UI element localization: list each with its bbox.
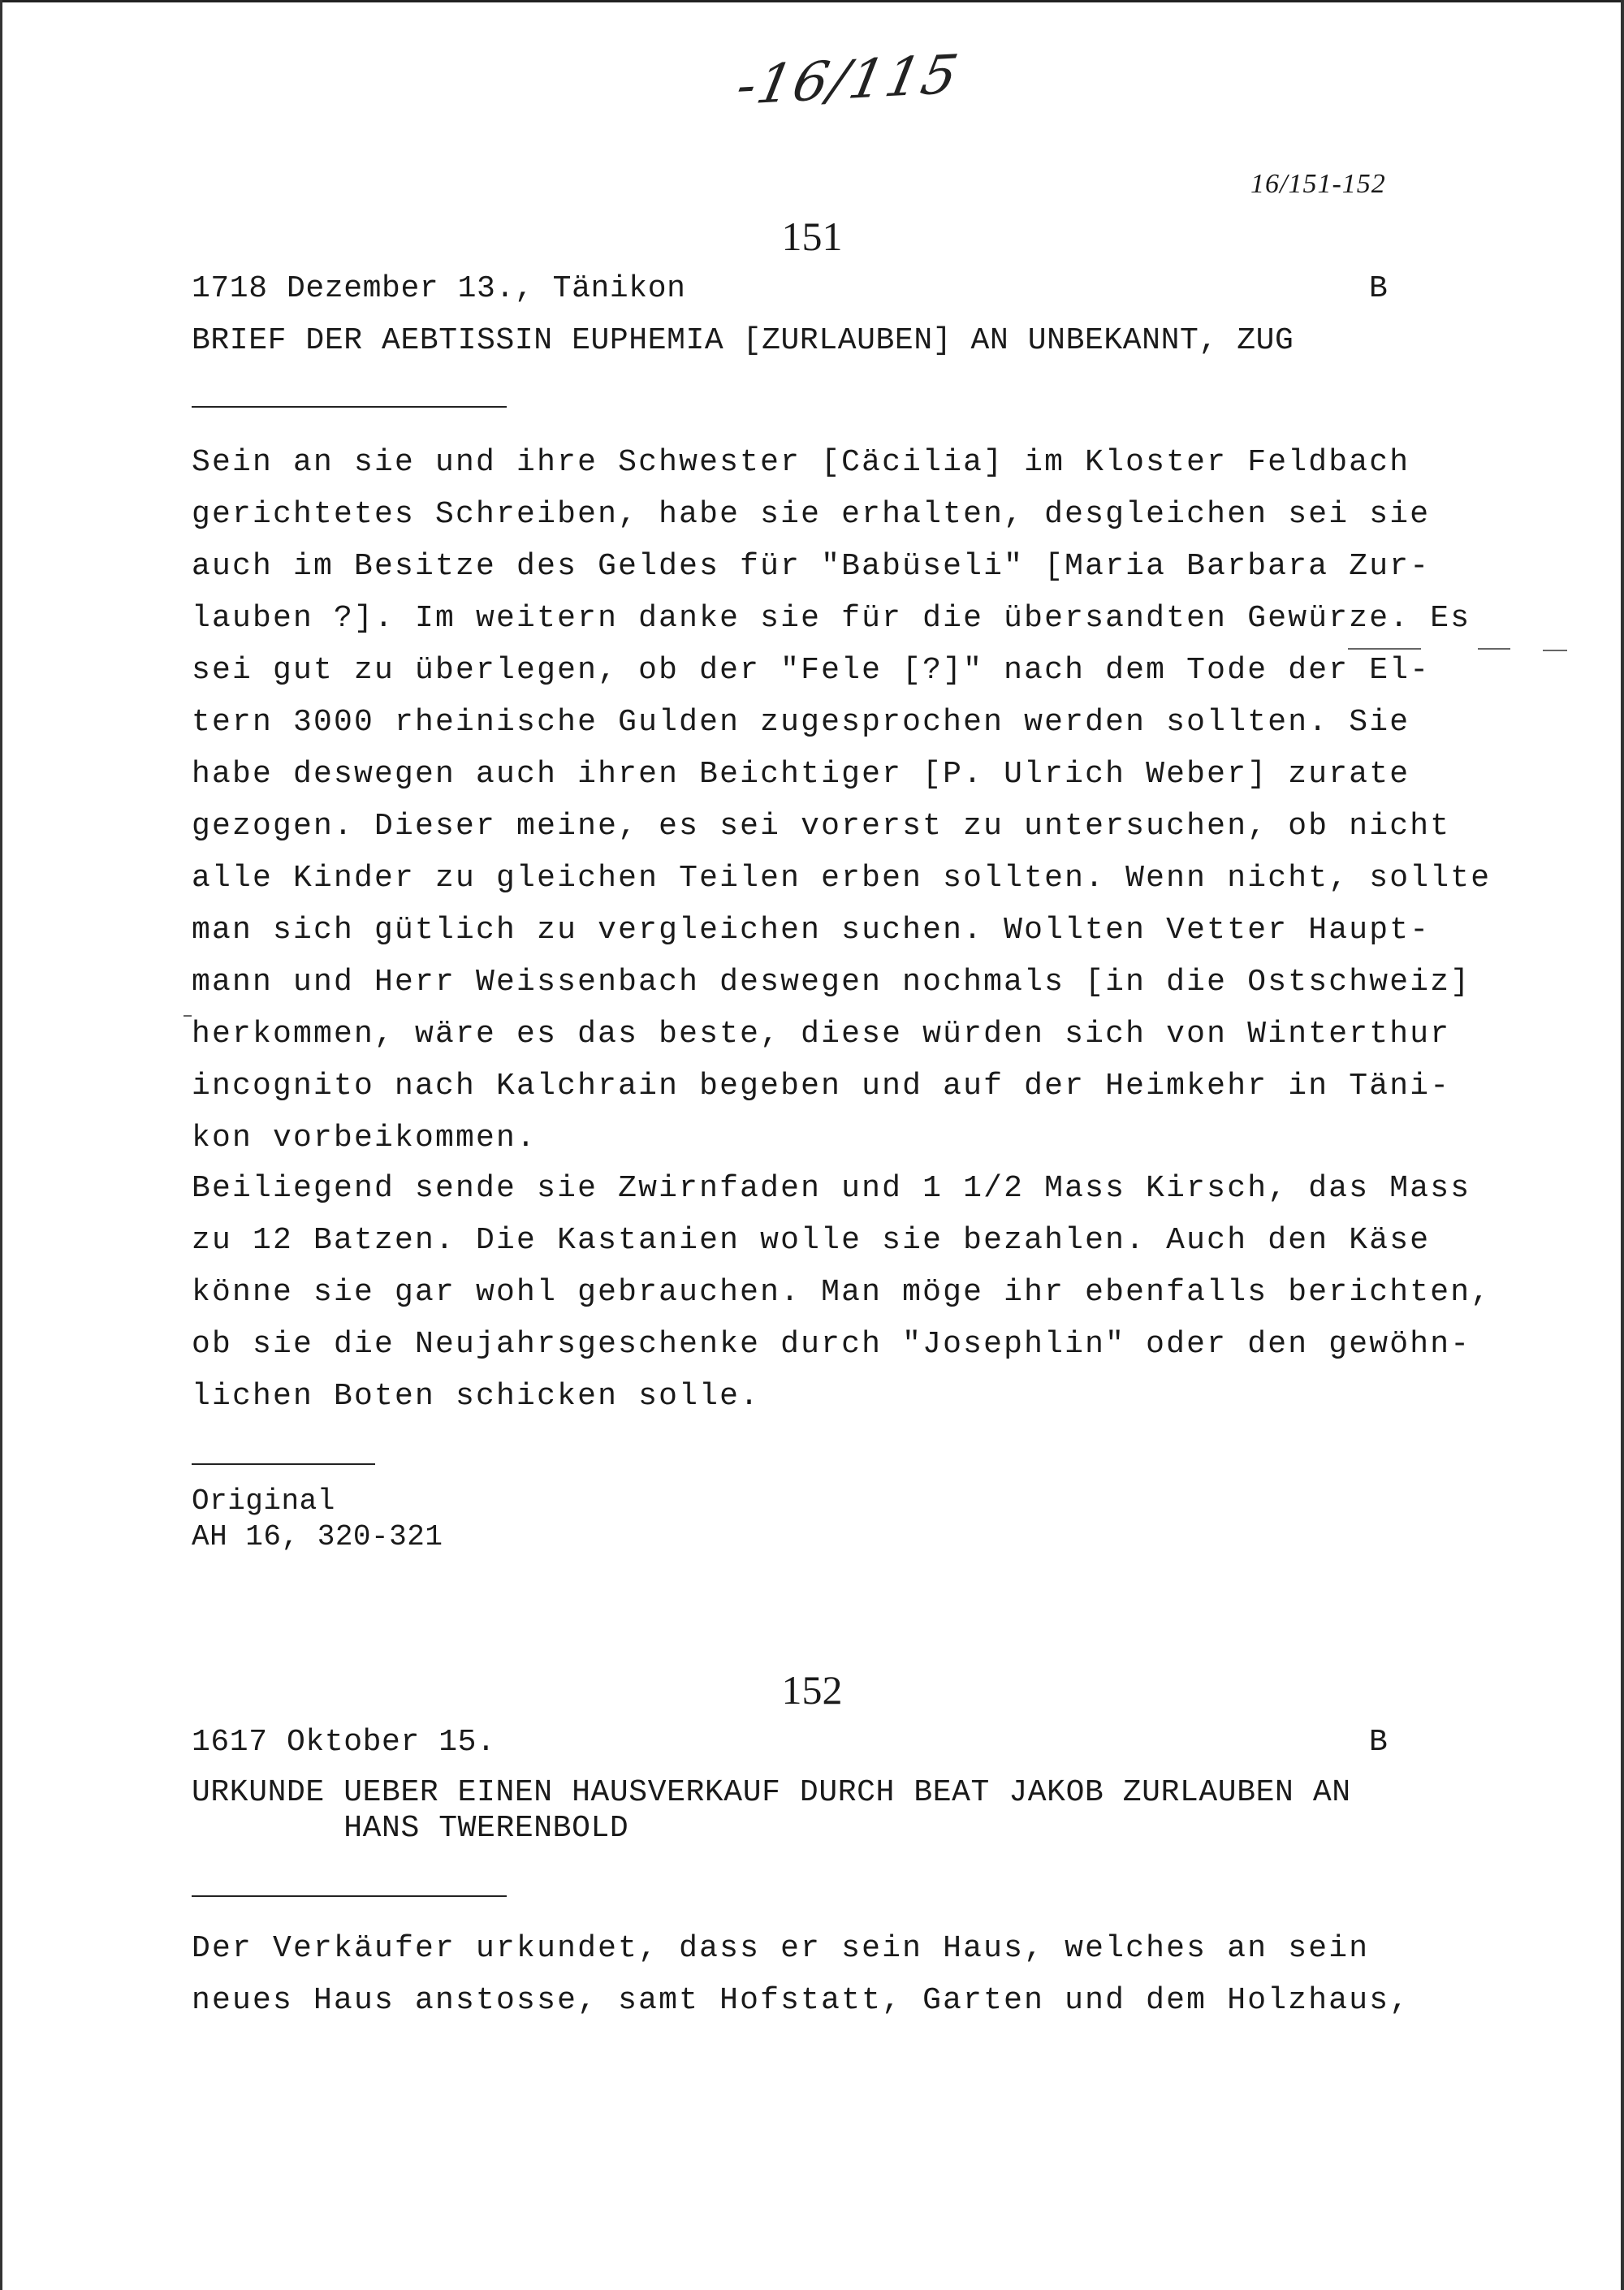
entry-151-body-line: gerichtetes Schreiben, habe sie erhalten, desgleichen sei sie bbox=[192, 497, 1431, 532]
entry-151-body-line: ob sie die Neujahrsgeschenke durch "Josephlin" oder den gewöhn- bbox=[192, 1327, 1471, 1362]
scan-speck bbox=[1348, 648, 1421, 650]
entry-151-body-line: zu 12 Batzen. Die Kastanien wolle sie bezahlen. Auch den Käse bbox=[192, 1223, 1431, 1258]
entry-152-date-place: 1617 Oktober 15. bbox=[192, 1725, 496, 1760]
entry-151-separator bbox=[192, 406, 507, 408]
entry-151-body-line: incognito nach Kalchrain begeben und auf der Heimkehr in Täni- bbox=[192, 1069, 1451, 1104]
page-edge-top bbox=[0, 0, 1624, 2]
entry-151-body-line: lauben ?]. Im weitern danke sie für die übersandten Gewürze. Es bbox=[192, 601, 1471, 636]
entry-152-separator bbox=[192, 1895, 507, 1897]
entry-151-source-label: Original bbox=[192, 1484, 335, 1518]
entry-151-title: BRIEF DER AEBTISSIN EUPHEMIA [ZURLAUBEN] AN UNBEKANNT, ZUG bbox=[192, 323, 1294, 358]
entry-151-source-ref: AH 16, 320-321 bbox=[192, 1520, 443, 1553]
entry-151-body-line: lichen Boten schicken solle. bbox=[192, 1379, 761, 1414]
entry-151-body-line: kon vorbeikommen. bbox=[192, 1121, 538, 1156]
entry-151-marker: B bbox=[1369, 271, 1388, 306]
scan-speck bbox=[1478, 648, 1510, 650]
page-reference: 16/151-152 bbox=[1250, 169, 1386, 199]
entry-151-body-line: gezogen. Dieser meine, es sei vorerst zu untersuchen, ob nicht bbox=[192, 809, 1451, 844]
entry-152-title-line: URKUNDE UEBER EINEN HAUSVERKAUF DURCH BEAT JAKOB ZURLAUBEN AN bbox=[192, 1775, 1351, 1810]
scan-speck bbox=[1543, 650, 1567, 651]
entry-151-body-line: man sich gütlich zu vergleichen suchen. Wollten Vetter Haupt- bbox=[192, 913, 1431, 948]
page-edge-right bbox=[1621, 0, 1624, 2290]
entry-151-body-line: tern 3000 rheinische Gulden zugesprochen werden sollten. Sie bbox=[192, 705, 1410, 740]
entry-151-body-line: herkommen, wäre es das beste, diese würden sich von Winterthur bbox=[192, 1017, 1451, 1052]
entry-number-151: 151 bbox=[781, 214, 843, 259]
entry-151-body-line: Beiliegend sende sie Zwirnfaden und 1 1/2 Mass Kirsch, das Mass bbox=[192, 1171, 1471, 1206]
entry-152-marker: B bbox=[1369, 1725, 1388, 1760]
page-edge-left bbox=[0, 0, 2, 2290]
entry-152-body-line: neues Haus anstosse, samt Hofstatt, Garten und dem Holzhaus, bbox=[192, 1983, 1410, 2018]
entry-152-title-line: HANS TWERENBOLD bbox=[192, 1811, 629, 1846]
entry-151-body-line: mann und Herr Weissenbach deswegen nochmals [in die Ostschweiz] bbox=[192, 965, 1471, 1000]
entry-151-body-line: könne sie gar wohl gebrauchen. Man möge ihr ebenfalls berichten, bbox=[192, 1275, 1492, 1310]
entry-number-152: 152 bbox=[781, 1667, 843, 1713]
entry-151-body-line: auch im Besitze des Geldes für "Babüseli" [Maria Barbara Zur- bbox=[192, 549, 1431, 584]
entry-152-body-line: Der Verkäufer urkundet, dass er sein Haus, welches an sein bbox=[192, 1931, 1370, 1966]
handwritten-archive-note: -16/115 bbox=[731, 43, 965, 117]
entry-151-body-line: alle Kinder zu gleichen Teilen erben sollten. Wenn nicht, sollte bbox=[192, 861, 1492, 896]
entry-151-date-place: 1718 Dezember 13., Tänikon bbox=[192, 271, 686, 306]
entry-151-body-line: habe deswegen auch ihren Beichtiger [P. Ulrich Weber] zurate bbox=[192, 757, 1410, 792]
entry-151-body-line: Sein an sie und ihre Schwester [Cäcilia] im Kloster Feldbach bbox=[192, 445, 1410, 480]
entry-151-body-line: sei gut zu überlegen, ob der "Fele [?]" nach dem Tode der El- bbox=[192, 653, 1431, 688]
entry-151-source-separator bbox=[192, 1463, 375, 1465]
scan-speck bbox=[184, 1015, 192, 1017]
